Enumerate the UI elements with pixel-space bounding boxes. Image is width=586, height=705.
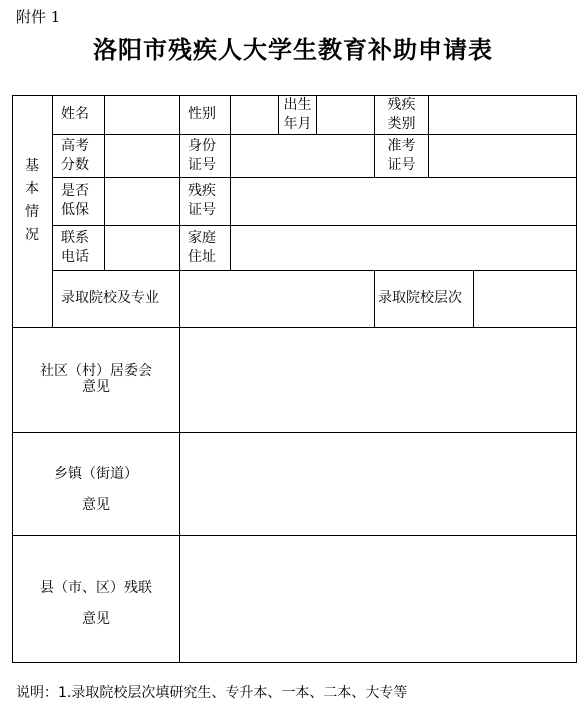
school-level-field[interactable]	[474, 271, 576, 327]
disability-type-label	[375, 96, 428, 134]
grid-line	[374, 270, 375, 327]
township-opinion-field[interactable]	[180, 433, 576, 535]
township-opinion-label-line: 乡镇（街道）	[54, 466, 138, 482]
phone-label	[61, 229, 89, 267]
section-label-char: 况	[25, 227, 39, 243]
school-level-label: 录取院校层次	[378, 290, 462, 306]
school-major-label: 录取院校及专业	[61, 290, 159, 306]
disability-cert-label-line: 残疾	[188, 183, 216, 199]
disability-type-label-line: 类别	[387, 116, 416, 132]
school-major-field[interactable]	[180, 271, 373, 327]
disability-cert-label-line: 证号	[188, 202, 216, 218]
disability-cert-field[interactable]	[231, 178, 576, 225]
exam-score-field[interactable]	[105, 135, 178, 177]
community-opinion-label-line: 社区（村）居委会	[40, 363, 152, 379]
grid-line	[52, 95, 53, 327]
name-field[interactable]	[105, 96, 178, 134]
county-federation-opinion-label-line: 县（市、区）残联	[40, 580, 152, 596]
footnote: 说明：1.录取院校层次填研究生、专升本、一本、二本、大专等	[16, 685, 408, 701]
county-federation-opinion-label	[13, 573, 179, 635]
home-address-label	[188, 229, 216, 267]
admission-ticket-field[interactable]	[429, 135, 576, 177]
phone-field[interactable]	[105, 226, 178, 270]
home-address-label-line: 住址	[188, 249, 216, 265]
township-opinion-label-line: 意见	[82, 497, 110, 513]
low-income-label	[61, 182, 89, 220]
exam-score-label	[61, 137, 89, 175]
basic-info-section-label	[12, 155, 52, 247]
birth-date-label-line: 出生	[283, 97, 312, 113]
exam-score-label-line: 分数	[61, 157, 89, 173]
attachment-label: 附件 1	[16, 8, 61, 26]
gender-label: 性别	[188, 106, 216, 122]
admission-ticket-label	[375, 137, 428, 175]
exam-score-label-line: 高考	[61, 138, 89, 154]
form-title: 洛阳市残疾人大学生教育补助申请表	[93, 35, 493, 64]
community-opinion-label	[13, 362, 179, 397]
id-number-label	[188, 137, 216, 175]
phone-label-line: 联系	[61, 230, 89, 246]
admission-ticket-label-line: 证号	[387, 157, 416, 173]
section-label-char: 本	[25, 181, 39, 197]
grid-line	[12, 662, 577, 663]
county-federation-opinion-field[interactable]	[180, 536, 576, 662]
gender-field[interactable]	[231, 96, 277, 134]
low-income-field[interactable]	[105, 178, 178, 225]
birth-date-label-line: 年月	[283, 116, 312, 132]
grid-line	[576, 95, 577, 663]
disability-type-field[interactable]	[429, 96, 576, 134]
id-number-field[interactable]	[231, 135, 373, 177]
disability-type-label-line: 残疾	[387, 97, 416, 113]
name-label: 姓名	[61, 106, 89, 122]
phone-label-line: 电话	[61, 249, 89, 265]
township-opinion-label	[13, 459, 179, 521]
id-number-label-line: 证号	[188, 157, 216, 173]
home-address-label-line: 家庭	[188, 230, 216, 246]
admission-ticket-label-line: 准考	[387, 138, 416, 154]
section-label-char: 情	[25, 204, 39, 220]
low-income-label-line: 低保	[61, 202, 89, 218]
disability-cert-label	[188, 182, 216, 220]
home-address-field[interactable]	[231, 226, 576, 270]
id-number-label-line: 身份	[188, 138, 216, 154]
community-opinion-label-line: 意见	[82, 379, 110, 395]
birth-date-label	[279, 96, 316, 134]
section-label-char: 基	[25, 158, 39, 174]
community-opinion-field[interactable]	[180, 328, 576, 432]
birth-date-field[interactable]	[317, 96, 373, 134]
county-federation-opinion-label-line: 意见	[82, 611, 110, 627]
low-income-label-line: 是否	[61, 183, 89, 199]
